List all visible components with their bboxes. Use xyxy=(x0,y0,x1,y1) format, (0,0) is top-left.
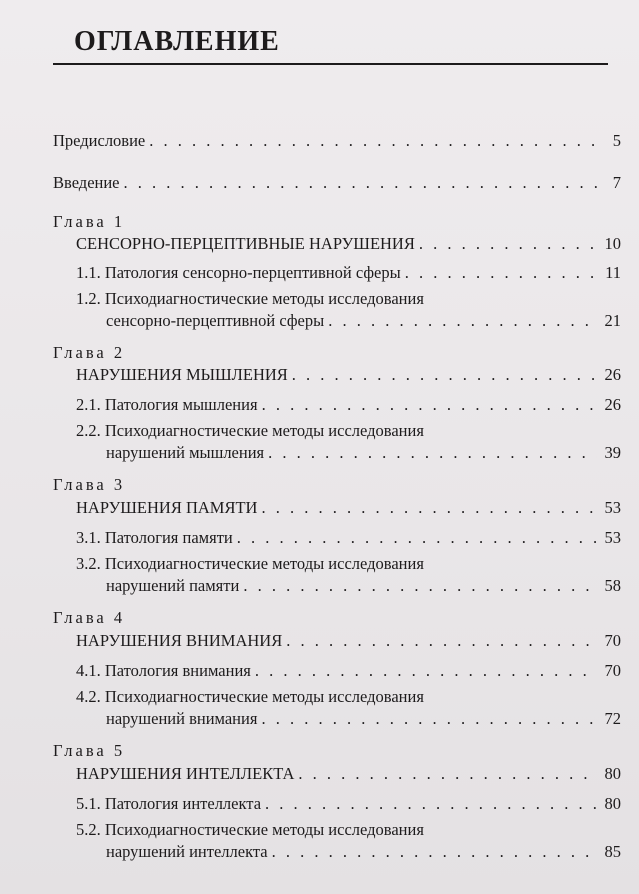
toc-page-number: 26 xyxy=(604,395,621,414)
toc-entry-section-3-1[interactable] xyxy=(76,528,621,548)
leader-dots xyxy=(268,443,597,463)
leader-dots xyxy=(261,709,597,729)
toc-page-number: 53 xyxy=(604,498,621,517)
leader-dots xyxy=(261,498,597,518)
toc-page-number: 39 xyxy=(604,443,621,462)
chapter-label: Глава 2 xyxy=(53,343,126,362)
toc-entry-section-2-1[interactable] xyxy=(76,395,621,415)
toc-entry-chapter-1[interactable] xyxy=(76,234,621,254)
leader-dots xyxy=(265,794,597,814)
chapter-label: Глава 1 xyxy=(53,212,126,231)
toc-entry-text: нарушений внимания xyxy=(106,709,258,728)
toc-page-number: 72 xyxy=(604,709,621,728)
toc-page-number: 21 xyxy=(604,311,621,330)
leader-dots xyxy=(243,576,597,596)
toc-page-number: 5 xyxy=(612,131,621,150)
leader-dots xyxy=(286,631,597,651)
toc-page-number: 11 xyxy=(605,263,621,282)
chapter-label: Глава 3 xyxy=(53,475,126,494)
title-rule xyxy=(53,63,608,65)
toc-page-number: 80 xyxy=(604,794,621,813)
toc-entry-intro[interactable] xyxy=(53,173,621,193)
toc-entry-text: Введение xyxy=(53,173,120,192)
toc-entry-chapter-4[interactable] xyxy=(76,631,621,651)
toc-entry-text: 2.1. Патология мышления xyxy=(76,395,258,414)
toc-entry-section-4-1[interactable] xyxy=(76,661,621,681)
toc-entry-text: 1.1. Патология сенсорно-перцептивной сферы xyxy=(76,263,401,282)
toc-page-number: 10 xyxy=(604,234,621,253)
toc-entry-text: НАРУШЕНИЯ ВНИМАНИЯ xyxy=(76,631,283,650)
leader-dots xyxy=(149,131,597,151)
toc-entry-preface[interactable] xyxy=(53,131,621,151)
chapter-label: Глава 4 xyxy=(53,608,126,627)
toc-entry-section-1-1[interactable] xyxy=(76,263,621,283)
toc-page-number: 53 xyxy=(604,528,621,547)
toc-entry-section-2-2-line1[interactable]: 2.2. Психодиагностические методы исследования xyxy=(76,421,424,440)
toc-entry-section-5-2-line1[interactable]: 5.2. Психодиагностические методы исследования xyxy=(76,820,424,839)
toc-entry-chapter-5[interactable] xyxy=(76,764,621,784)
toc-entry-text: нарушений мышления xyxy=(106,443,265,462)
toc-page-number: 7 xyxy=(612,173,621,192)
toc-entry-text: 3.1. Патология памяти xyxy=(76,528,233,547)
toc-entry-text: Предисловие xyxy=(53,131,146,150)
toc-entry-chapter-2[interactable] xyxy=(76,365,621,385)
toc-entry-section-1-2-line1[interactable]: 1.2. Психодиагностические методы исследования xyxy=(76,289,424,308)
leader-dots xyxy=(328,311,597,331)
toc-page-number: 70 xyxy=(604,661,621,680)
toc-entry-chapter-3[interactable] xyxy=(76,498,621,518)
toc-entry-text: НАРУШЕНИЯ МЫШЛЕНИЯ xyxy=(76,365,288,384)
toc-entry-section-5-1[interactable] xyxy=(76,794,621,814)
toc-entry-text: 5.1. Патология интеллекта xyxy=(76,794,262,813)
leader-dots xyxy=(272,842,597,862)
toc-entry-section-3-2-line1[interactable]: 3.2. Психодиагностические методы исследования xyxy=(76,554,424,573)
toc-entry-section-1-2[interactable] xyxy=(106,311,621,331)
leader-dots xyxy=(405,263,597,283)
page-title: ОГЛАВЛЕНИЕ xyxy=(74,26,280,57)
leader-dots xyxy=(419,234,597,254)
leader-dots xyxy=(298,764,597,784)
chapter-label: Глава 5 xyxy=(53,741,126,760)
toc-entry-section-4-2[interactable] xyxy=(106,709,621,729)
toc-page-number: 26 xyxy=(604,365,621,384)
toc-page-number: 70 xyxy=(604,631,621,650)
toc-entry-text: нарушений интеллекта xyxy=(106,842,268,861)
toc-page-number: 58 xyxy=(604,576,621,595)
toc-page-number: 85 xyxy=(604,842,621,861)
toc-entry-section-2-2[interactable] xyxy=(106,443,621,463)
toc-entry-section-3-2[interactable] xyxy=(106,576,621,596)
toc-entry-text: НАРУШЕНИЯ ПАМЯТИ xyxy=(76,498,258,517)
toc-entry-section-5-2[interactable] xyxy=(106,842,621,862)
toc-entry-text: НАРУШЕНИЯ ИНТЕЛЛЕКТА xyxy=(76,764,295,783)
toc-entry-text: 4.1. Патология внимания xyxy=(76,661,251,680)
leader-dots xyxy=(262,395,597,415)
toc-entry-text: сенсорно-перцептивной сферы xyxy=(106,311,325,330)
leader-dots xyxy=(255,661,597,681)
toc-entry-text: нарушений памяти xyxy=(106,576,240,595)
toc-entry-section-4-2-line1[interactable]: 4.2. Психодиагностические методы исследования xyxy=(76,687,424,706)
toc-entry-text: СЕНСОРНО-ПЕРЦЕПТИВНЫЕ НАРУШЕНИЯ xyxy=(76,234,415,253)
leader-dots xyxy=(237,528,597,548)
leader-dots xyxy=(124,173,597,193)
leader-dots xyxy=(292,365,597,385)
toc-page-number: 80 xyxy=(604,764,621,783)
